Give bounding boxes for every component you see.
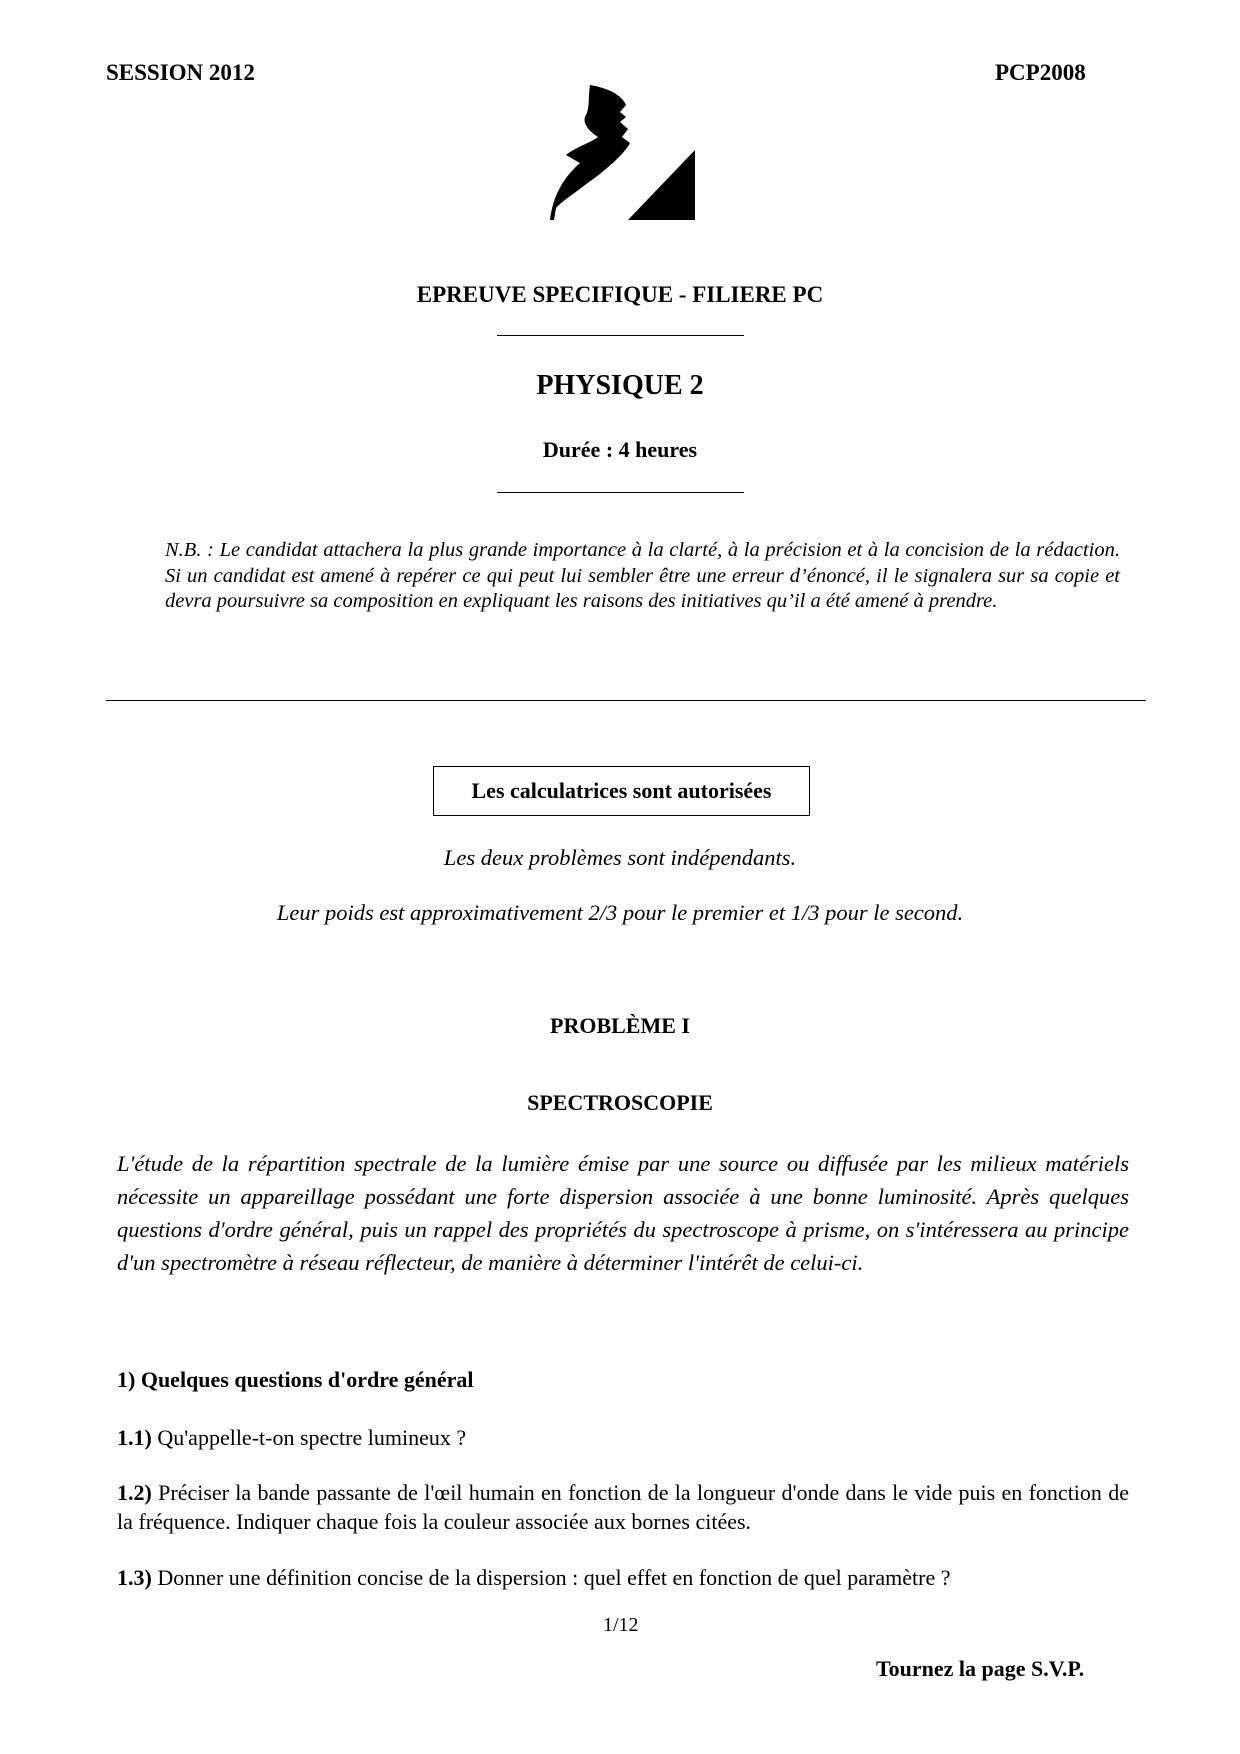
- exam-code: PCP2008: [995, 60, 1086, 85]
- page-number: 1/12: [603, 1614, 639, 1636]
- independence-note: Les deux problèmes sont indépendants.: [443, 845, 797, 870]
- problem-intro: L'étude de la répartition spectrale de la lumière émise par une source ou diffusée par les milieux matériels nécessite un appareillage possédant une forte dispersion associée à une bonne luminosité. Après quelques questions d'ordre général, puis un rappel des propriétés du spectroscope à prisme, on s'intéressera au principe d'un spectromètre à réseau réflecteur, de manière à déterminer l'intérêt de celui-ci.: [117, 1151, 1129, 1275]
- question-text: Préciser la bande passante de l'œil humain en fonction de la longueur d'onde dans le vide puis en fonction de la fréquence. Indiquer chaque fois la couleur associée aux bornes citées.: [117, 1480, 1129, 1534]
- turn-page-note: Tournez la page S.V.P.: [876, 1656, 1085, 1681]
- weights-note: Leur poids est approximativement 2/3 pour le premier et 1/3 pour le second.: [276, 900, 964, 925]
- problem-label: PROBLÈME I: [550, 1013, 690, 1038]
- question-1-2: [117, 1478, 1129, 1536]
- nb-paragraph: N.B. : Le candidat attachera la plus grande importance à la clarté, à la précision et à la concision de la rédaction. Si un candidat est amené à repérer ce qui peut lui sembler être une erreur d’énoncé, il le signalera sur sa copie et devra poursuivre sa composition en expliquant les raisons des initiatives qu’il a été amené à prendre.: [165, 539, 1120, 612]
- calculators-box: Les calculatrices sont autorisées: [433, 766, 810, 816]
- session-label: SESSION 2012: [106, 60, 255, 85]
- duration: Durée : 4 heures: [542, 437, 698, 462]
- logo-face-shape: [550, 85, 630, 220]
- concours-logo: [550, 85, 696, 220]
- problem-title: SPECTROSCOPIE: [527, 1090, 713, 1115]
- epreuve-title: EPREUVE SPECIFIQUE - FILIERE PC: [416, 282, 824, 307]
- question-number: 1.1): [117, 1425, 152, 1450]
- question-number: 1.2): [117, 1480, 152, 1505]
- question-number: 1.3): [117, 1565, 152, 1590]
- title-divider-bottom: [497, 492, 744, 493]
- logo-triangle-shape: [628, 150, 695, 220]
- question-text: Donner une définition concise de la dispersion : quel effet en fonction de quel paramètre ?: [151, 1565, 951, 1590]
- question-1-3: [117, 1563, 1129, 1592]
- question-1-1: [117, 1423, 1129, 1452]
- title-divider-top: [497, 335, 744, 336]
- question-text: Qu'appelle-t-on spectre lumineux ?: [151, 1425, 467, 1450]
- subject-title: PHYSIQUE 2: [536, 370, 704, 401]
- section-1-heading: 1) Quelques questions d'ordre général: [117, 1367, 474, 1392]
- page-divider: [106, 700, 1146, 701]
